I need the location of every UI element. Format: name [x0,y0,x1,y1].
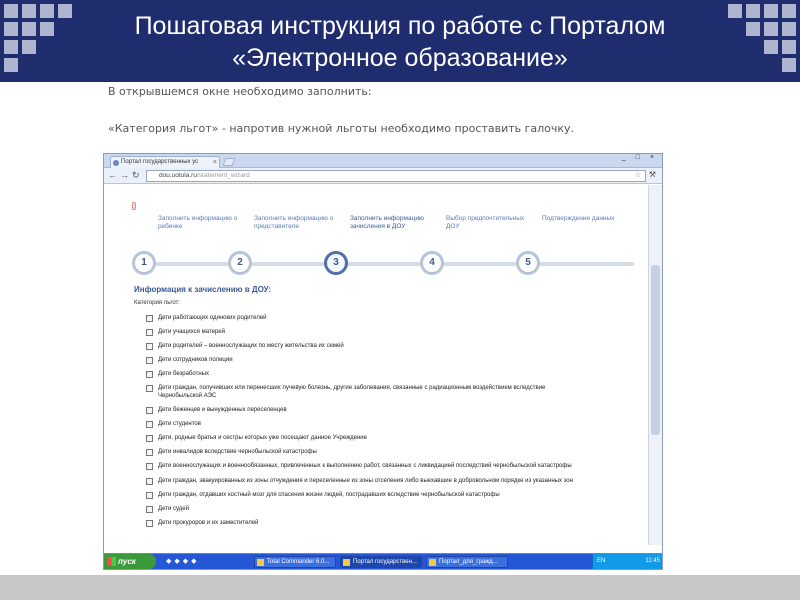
taskbar-item[interactable] [340,556,422,568]
categories-list [146,315,586,534]
section-title: Информация к зачислению в ДОУ: [134,285,272,294]
decorative-squares-right [724,0,800,76]
browser-tab-title: Портал государственных ус [121,159,199,165]
quick-launch-icons[interactable]: ◆◆◆◆ [166,558,200,565]
browser-tab[interactable] [110,156,220,168]
category-item[interactable] [146,435,586,443]
reload-icon[interactable]: ↻ [132,170,140,180]
category-item[interactable] [146,449,586,457]
forward-arrow-icon[interactable]: → [120,170,129,180]
slide-footer-bar [0,575,800,600]
start-label: пуск [118,557,136,566]
app-icon [257,559,264,566]
category-label: Дети студентов [158,421,201,428]
browser-toolbar [104,168,662,184]
taskbar-item[interactable] [254,556,336,568]
category-item[interactable] [146,357,586,365]
category-checkbox[interactable] [146,463,153,470]
wizard-steps [114,215,634,275]
back-arrow-icon[interactable]: ← [108,170,117,180]
slide-title-line2: «Электронное образование» [232,44,568,72]
category-checkbox[interactable] [146,506,153,513]
scrollbar[interactable] [648,185,662,545]
wizard-step-number: 5 [516,251,540,275]
category-checkbox[interactable] [146,478,153,485]
web-page [104,185,649,545]
windows-taskbar [104,553,663,569]
wizard-step-label: Подтверждение данных [542,215,615,222]
category-item[interactable] [146,371,586,379]
category-checkbox[interactable] [146,435,153,442]
system-tray [592,554,663,569]
favicon-icon [113,160,119,166]
wizard-step-label: Заполнить информацию о ребенке [158,215,238,230]
intro-text-2: «Категория льгот» - напротив нужной льготы необходимо проставить галочку. [108,122,575,135]
windows-logo-icon [107,557,116,566]
taskbar-item-label: Портал_для_гражд... [439,559,498,565]
wizard-step-label: Заполнить информацию о представителе [254,215,334,230]
url-path: /statement_wizard [196,172,250,179]
slide-header [0,0,800,82]
taskbar-item-label: Total Commander 6.0... [267,559,330,565]
category-checkbox[interactable] [146,357,153,364]
category-label: Дети работающих одиноких родителей [158,315,267,321]
category-item[interactable] [146,421,586,429]
wizard-progress-line [134,262,634,266]
category-label: Дети прокуроров и их заместителей [158,519,259,526]
category-label: Дети сотрудников полиции [158,357,233,364]
category-item[interactable] [146,385,586,400]
category-label: Дети граждан, эвакуированных из зоны отчуждения и переселенные из зоны отселения либо выехавшие в добровольном порядке из указанных зон [158,477,573,484]
wrench-icon[interactable]: ⚒ [648,170,656,179]
categories-label: Категория льгот: [134,300,181,306]
slide-title-line1: Пошаговая инструкция по работе с Порталом [134,12,666,40]
category-label: Дети граждан, получивших или перенесших лучевую болезнь, другие заболевания, связанные с радиационным воздействием вследствие Чернобыльской АЭС [158,385,546,399]
wizard-step-number: 4 [420,251,444,275]
intro-text-1: В открывшемся окне необходимо заполнить: [108,85,372,98]
category-checkbox[interactable] [146,385,153,392]
wizard-step-label: Заполнить информацию зачисления в ДОУ [350,215,424,230]
category-item[interactable] [146,520,586,528]
app-icon [343,559,350,566]
category-item[interactable] [146,492,586,500]
category-label: Дети судей [158,505,189,512]
category-label: Дети военнослужащих и военнообязанных, привлеченных к выполнению работ, связанных с ликвидацией последствий чернобыльской катастрофы [158,463,572,470]
category-item[interactable] [146,478,586,486]
new-tab-button[interactable] [223,158,236,166]
slide-title [70,10,730,74]
category-checkbox[interactable] [146,343,153,350]
category-label: Дети учащихся матерей [158,329,225,336]
category-label: Дети, родные братья и сестры которых уже посещают данное Учреждение [158,435,367,442]
wizard-step-number: 3 [324,251,348,275]
window-controls[interactable]: _ □ × [621,154,658,161]
red-marker: [] [132,203,136,210]
close-tab-icon[interactable]: × [212,159,217,166]
wizard-step-number: 1 [132,251,156,275]
url-host: dou.uotula.ru [159,172,197,179]
taskbar-item-label: Портал государствен... [353,559,417,565]
category-item[interactable] [146,315,586,323]
category-checkbox[interactable] [146,371,153,378]
wizard-step-label: Выбор предпочтительных ДОУ [446,215,525,230]
category-checkbox[interactable] [146,492,153,499]
app-icon [429,559,436,566]
address-bar[interactable] [146,170,646,182]
category-item[interactable] [146,343,586,351]
bookmark-star-icon[interactable]: ☆ [634,172,641,179]
wizard-step-number: 2 [228,251,252,275]
category-label: Дети беженцев и вынужденных переселенцев [158,407,287,414]
taskbar-item[interactable] [426,556,508,568]
start-button[interactable] [104,554,156,569]
category-checkbox[interactable] [146,329,153,336]
category-label: Дети инвалидов вследствие чернобыльской катастрофы [158,449,317,456]
category-item[interactable] [146,329,586,337]
category-label: Дети родителей – военнослужащих по месту жительства их семей [158,343,344,350]
category-item[interactable] [146,463,586,471]
scrollbar-thumb[interactable] [651,265,660,435]
category-item[interactable] [146,407,586,415]
category-checkbox[interactable] [146,315,153,322]
category-checkbox[interactable] [146,407,153,414]
browser-screenshot [103,153,663,570]
decorative-squares-left [0,0,76,76]
category-checkbox[interactable] [146,421,153,428]
category-label: Дети безработных [158,371,209,378]
category-item[interactable] [146,506,586,514]
category-checkbox[interactable] [146,520,153,527]
clock: 11:45 [645,558,660,564]
category-label: Дети граждан, отдавших костный мозг для спасения жизни людей, пострадавших вследствие чернобыльской катастрофы [158,491,500,498]
language-indicator[interactable]: EN [597,558,606,564]
browser-tabbar [104,154,662,168]
category-checkbox[interactable] [146,449,153,456]
